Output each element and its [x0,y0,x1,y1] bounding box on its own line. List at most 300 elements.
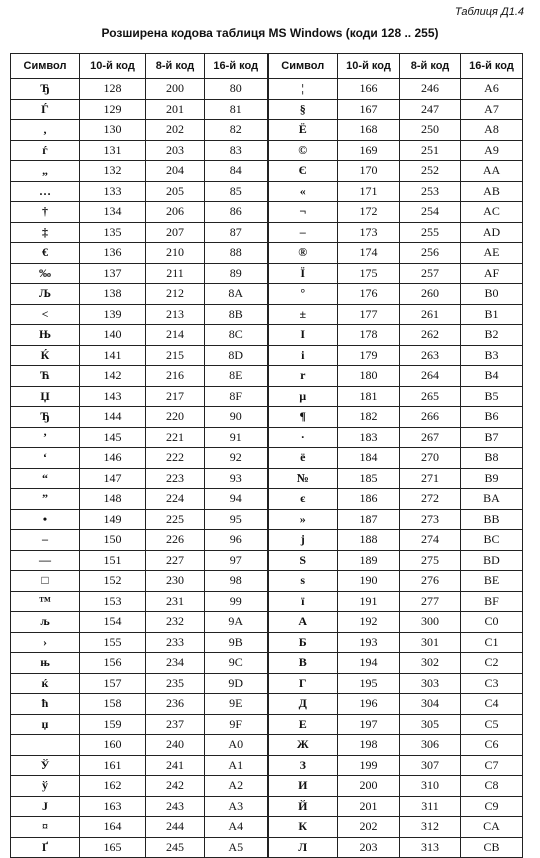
cell-symbol: К [268,817,338,838]
cell-symbol: j [268,530,338,551]
table-row [11,202,523,223]
cell-oct: 243 [146,796,205,817]
cell-hex: B1 [461,304,523,325]
cell-dec: 137 [80,263,146,284]
header-dec: 10-й код [80,54,146,79]
cell-hex: 89 [205,263,268,284]
cell-oct: 255 [400,222,461,243]
cell-symbol: Л [268,837,338,858]
cell-dec: 192 [338,612,400,633]
cell-hex: CB [461,837,523,858]
cell-symbol: ‘ [11,448,80,469]
table-row [11,591,523,612]
cell-symbol: ¶ [268,407,338,428]
cell-oct: 303 [400,673,461,694]
cell-hex: C6 [461,735,523,756]
cell-hex: C7 [461,755,523,776]
cell-symbol: є [268,489,338,510]
cell-symbol: Ѓ [11,99,80,120]
cell-symbol: џ [11,714,80,735]
cell-dec: 175 [338,263,400,284]
cell-hex: AE [461,243,523,264]
table-caption: Таблиця Д1.4 [454,6,524,18]
cell-hex: 99 [205,591,268,612]
table-row [11,632,523,653]
cell-oct: 225 [146,509,205,530]
table-row [11,79,523,100]
cell-hex: A4 [205,817,268,838]
cell-dec: 167 [338,99,400,120]
cell-hex: AB [461,181,523,202]
cell-dec: 171 [338,181,400,202]
cell-dec: 189 [338,550,400,571]
cell-oct: 203 [146,140,205,161]
cell-symbol: — [11,550,80,571]
table-row [11,345,523,366]
cell-dec: 133 [80,181,146,202]
cell-hex: B8 [461,448,523,469]
cell-hex: A3 [205,796,268,817]
cell-dec: 187 [338,509,400,530]
cell-dec: 151 [80,550,146,571]
cell-oct: 264 [400,366,461,387]
cell-symbol: ‰ [11,263,80,284]
cell-oct: 224 [146,489,205,510]
cell-dec: 196 [338,694,400,715]
cell-oct: 212 [146,284,205,305]
cell-dec: 148 [80,489,146,510]
cell-hex: A7 [461,99,523,120]
cell-dec: 129 [80,99,146,120]
cell-symbol: ™ [11,591,80,612]
cell-hex: 87 [205,222,268,243]
cell-oct: 261 [400,304,461,325]
cell-hex: AA [461,161,523,182]
cell-hex: AD [461,222,523,243]
table-row [11,796,523,817]
cell-hex: BE [461,571,523,592]
cell-hex: 85 [205,181,268,202]
cell-symbol: < [11,304,80,325]
cell-hex: BB [461,509,523,530]
table-row [11,427,523,448]
cell-dec: 203 [338,837,400,858]
cell-symbol: ° [268,284,338,305]
cell-oct: 231 [146,591,205,612]
cell-oct: 270 [400,448,461,469]
table-row [11,284,523,305]
cell-symbol: З [268,755,338,776]
cell-symbol: – [11,530,80,551]
cell-dec: 160 [80,735,146,756]
cell-dec: 179 [338,345,400,366]
cell-hex: 91 [205,427,268,448]
table-row [11,448,523,469]
cell-hex: 92 [205,448,268,469]
cell-symbol: ¦ [268,79,338,100]
cell-oct: 235 [146,673,205,694]
cell-dec: 199 [338,755,400,776]
cell-symbol: ± [268,304,338,325]
cell-dec: 183 [338,427,400,448]
table-row [11,571,523,592]
cell-hex: 81 [205,99,268,120]
cell-symbol: ќ [11,673,80,694]
cell-hex: B5 [461,386,523,407]
cell-hex: C8 [461,776,523,797]
cell-oct: 207 [146,222,205,243]
cell-dec: 194 [338,653,400,674]
table-row [11,243,523,264]
cell-hex: B7 [461,427,523,448]
cell-hex: 96 [205,530,268,551]
cell-oct: 272 [400,489,461,510]
cell-oct: 213 [146,304,205,325]
table-title: Розширена кодова таблиця MS Windows (коди 128 .. 255) [101,26,439,40]
cell-dec: 180 [338,366,400,387]
cell-oct: 253 [400,181,461,202]
table-row [11,304,523,325]
cell-oct: 205 [146,181,205,202]
cell-dec: 136 [80,243,146,264]
cell-oct: 267 [400,427,461,448]
cell-dec: 186 [338,489,400,510]
cell-hex: 8E [205,366,268,387]
cell-dec: 139 [80,304,146,325]
cell-hex: 86 [205,202,268,223]
cell-symbol: † [11,202,80,223]
cell-hex: A0 [205,735,268,756]
cell-oct: 262 [400,325,461,346]
code-table [10,53,523,858]
cell-oct: 200 [146,79,205,100]
cell-oct: 310 [400,776,461,797]
table-row [11,714,523,735]
cell-hex: C2 [461,653,523,674]
cell-hex: 9C [205,653,268,674]
cell-symbol: № [268,468,338,489]
cell-dec: 173 [338,222,400,243]
cell-hex: A6 [461,79,523,100]
cell-symbol: “ [11,468,80,489]
cell-dec: 166 [338,79,400,100]
cell-dec: 172 [338,202,400,223]
header-oct: 8-й код [400,54,461,79]
cell-dec: 130 [80,120,146,141]
cell-dec: 146 [80,448,146,469]
cell-symbol: ‡ [11,222,80,243]
cell-dec: 169 [338,140,400,161]
cell-symbol: љ [11,612,80,633]
cell-symbol: « [268,181,338,202]
cell-symbol: Ђ [11,407,80,428]
cell-dec: 184 [338,448,400,469]
cell-dec: 141 [80,345,146,366]
cell-dec: 145 [80,427,146,448]
cell-dec: 156 [80,653,146,674]
cell-symbol: r [268,366,338,387]
table-row [11,366,523,387]
cell-dec: 198 [338,735,400,756]
table-row [11,222,523,243]
cell-symbol: s [268,571,338,592]
table-row [11,120,523,141]
cell-oct: 311 [400,796,461,817]
cell-oct: 260 [400,284,461,305]
cell-hex: C9 [461,796,523,817]
cell-symbol: Й [268,796,338,817]
cell-symbol: ў [11,776,80,797]
table-row [11,407,523,428]
cell-oct: 256 [400,243,461,264]
cell-symbol: Џ [11,386,80,407]
table-row [11,263,523,284]
cell-dec: 132 [80,161,146,182]
cell-oct: 247 [400,99,461,120]
cell-symbol: ћ [11,694,80,715]
cell-dec: 140 [80,325,146,346]
cell-symbol: ¤ [11,817,80,838]
cell-hex: 98 [205,571,268,592]
cell-hex: C1 [461,632,523,653]
cell-hex: AF [461,263,523,284]
cell-oct: 204 [146,161,205,182]
cell-oct: 246 [400,79,461,100]
cell-oct: 300 [400,612,461,633]
cell-hex: B0 [461,284,523,305]
cell-oct: 215 [146,345,205,366]
cell-oct: 305 [400,714,461,735]
cell-symbol: • [11,509,80,530]
cell-oct: 201 [146,99,205,120]
cell-oct: 301 [400,632,461,653]
cell-symbol: Ђ [11,79,80,100]
cell-oct: 226 [146,530,205,551]
cell-oct: 277 [400,591,461,612]
cell-symbol: Њ [11,325,80,346]
cell-hex: 9E [205,694,268,715]
cell-dec: 154 [80,612,146,633]
cell-symbol: ‚ [11,120,80,141]
cell-oct: 273 [400,509,461,530]
cell-dec: 142 [80,366,146,387]
cell-symbol: Ћ [11,366,80,387]
cell-dec: 149 [80,509,146,530]
cell-hex: 95 [205,509,268,530]
cell-oct: 250 [400,120,461,141]
cell-oct: 236 [146,694,205,715]
cell-dec: 181 [338,386,400,407]
cell-hex: 80 [205,79,268,100]
header-symbol: Символ [268,54,338,79]
cell-hex: 9D [205,673,268,694]
table-row [11,612,523,633]
cell-oct: 217 [146,386,205,407]
table-row [11,776,523,797]
cell-oct: 275 [400,550,461,571]
cell-hex: BD [461,550,523,571]
cell-oct: 266 [400,407,461,428]
cell-symbol: Ґ [11,837,80,858]
cell-hex: B3 [461,345,523,366]
cell-dec: 177 [338,304,400,325]
cell-dec: 131 [80,140,146,161]
cell-dec: 164 [80,817,146,838]
cell-oct: 220 [146,407,205,428]
cell-oct: 241 [146,755,205,776]
cell-oct: 210 [146,243,205,264]
cell-dec: 144 [80,407,146,428]
cell-dec: 188 [338,530,400,551]
cell-oct: 206 [146,202,205,223]
cell-dec: 200 [338,776,400,797]
cell-oct: 214 [146,325,205,346]
cell-symbol: і [268,345,338,366]
cell-symbol: ё [268,448,338,469]
cell-dec: 178 [338,325,400,346]
cell-oct: 223 [146,468,205,489]
table-row [11,735,523,756]
cell-hex: AC [461,202,523,223]
cell-dec: 152 [80,571,146,592]
cell-symbol: А [268,612,338,633]
table-row [11,181,523,202]
table-row [11,489,523,510]
cell-dec: 195 [338,673,400,694]
header-oct: 8-й код [146,54,205,79]
cell-dec: 197 [338,714,400,735]
cell-symbol: ѓ [11,140,80,161]
cell-dec: 191 [338,591,400,612]
table-row [11,673,523,694]
cell-hex: A2 [205,776,268,797]
cell-oct: 252 [400,161,461,182]
cell-symbol: » [268,509,338,530]
table-row [11,817,523,838]
cell-dec: 135 [80,222,146,243]
cell-symbol: ї [268,591,338,612]
cell-symbol: □ [11,571,80,592]
cell-symbol: µ [268,386,338,407]
table-row [11,530,523,551]
cell-oct: 257 [400,263,461,284]
cell-oct: 221 [146,427,205,448]
cell-dec: 134 [80,202,146,223]
cell-hex: 83 [205,140,268,161]
cell-hex: B9 [461,468,523,489]
table-row [11,509,523,530]
cell-oct: 233 [146,632,205,653]
cell-hex: 8B [205,304,268,325]
cell-oct: 276 [400,571,461,592]
cell-symbol: · [268,427,338,448]
cell-symbol: В [268,653,338,674]
cell-symbol: … [11,181,80,202]
cell-oct: 306 [400,735,461,756]
cell-dec: 150 [80,530,146,551]
header-row [11,54,523,79]
cell-oct: 244 [146,817,205,838]
cell-dec: 170 [338,161,400,182]
cell-oct: 234 [146,653,205,674]
cell-hex: A5 [205,837,268,858]
table-row [11,161,523,182]
cell-dec: 157 [80,673,146,694]
cell-dec: 147 [80,468,146,489]
cell-hex: C3 [461,673,523,694]
cell-dec: 158 [80,694,146,715]
cell-hex: C4 [461,694,523,715]
cell-oct: 232 [146,612,205,633]
cell-hex: BA [461,489,523,510]
cell-dec: 153 [80,591,146,612]
cell-oct: 240 [146,735,205,756]
cell-hex: B2 [461,325,523,346]
cell-dec: 201 [338,796,400,817]
header-hex: 16-й код [461,54,523,79]
cell-symbol: І [268,325,338,346]
cell-hex: BC [461,530,523,551]
cell-symbol: ” [11,489,80,510]
cell-dec: 185 [338,468,400,489]
cell-dec: 128 [80,79,146,100]
cell-dec: 174 [338,243,400,264]
cell-hex: BF [461,591,523,612]
cell-hex: A9 [461,140,523,161]
cell-oct: 211 [146,263,205,284]
cell-dec: 182 [338,407,400,428]
cell-hex: 82 [205,120,268,141]
cell-hex: C5 [461,714,523,735]
cell-symbol: Б [268,632,338,653]
cell-symbol: S [268,550,338,571]
cell-symbol: Ў [11,755,80,776]
cell-oct: 254 [400,202,461,223]
cell-hex: C0 [461,612,523,633]
cell-oct: 263 [400,345,461,366]
cell-hex: 8D [205,345,268,366]
cell-oct: 274 [400,530,461,551]
cell-symbol: € [11,243,80,264]
cell-hex: 9F [205,714,268,735]
cell-hex: 90 [205,407,268,428]
header-symbol: Символ [11,54,80,79]
cell-oct: 222 [146,448,205,469]
cell-dec: 138 [80,284,146,305]
cell-dec: 190 [338,571,400,592]
cell-symbol: Ё [268,120,338,141]
cell-dec: 168 [338,120,400,141]
table-row [11,550,523,571]
header-dec: 10-й код [338,54,400,79]
cell-hex: 88 [205,243,268,264]
table-row [11,653,523,674]
cell-dec: 193 [338,632,400,653]
table-row [11,755,523,776]
cell-hex: 8A [205,284,268,305]
cell-oct: 265 [400,386,461,407]
cell-dec: 163 [80,796,146,817]
cell-symbol: ® [268,243,338,264]
cell-hex: A1 [205,755,268,776]
cell-oct: 242 [146,776,205,797]
cell-hex: B4 [461,366,523,387]
cell-dec: 161 [80,755,146,776]
cell-dec: 162 [80,776,146,797]
cell-symbol [11,735,80,756]
cell-dec: 155 [80,632,146,653]
cell-symbol: J [11,796,80,817]
